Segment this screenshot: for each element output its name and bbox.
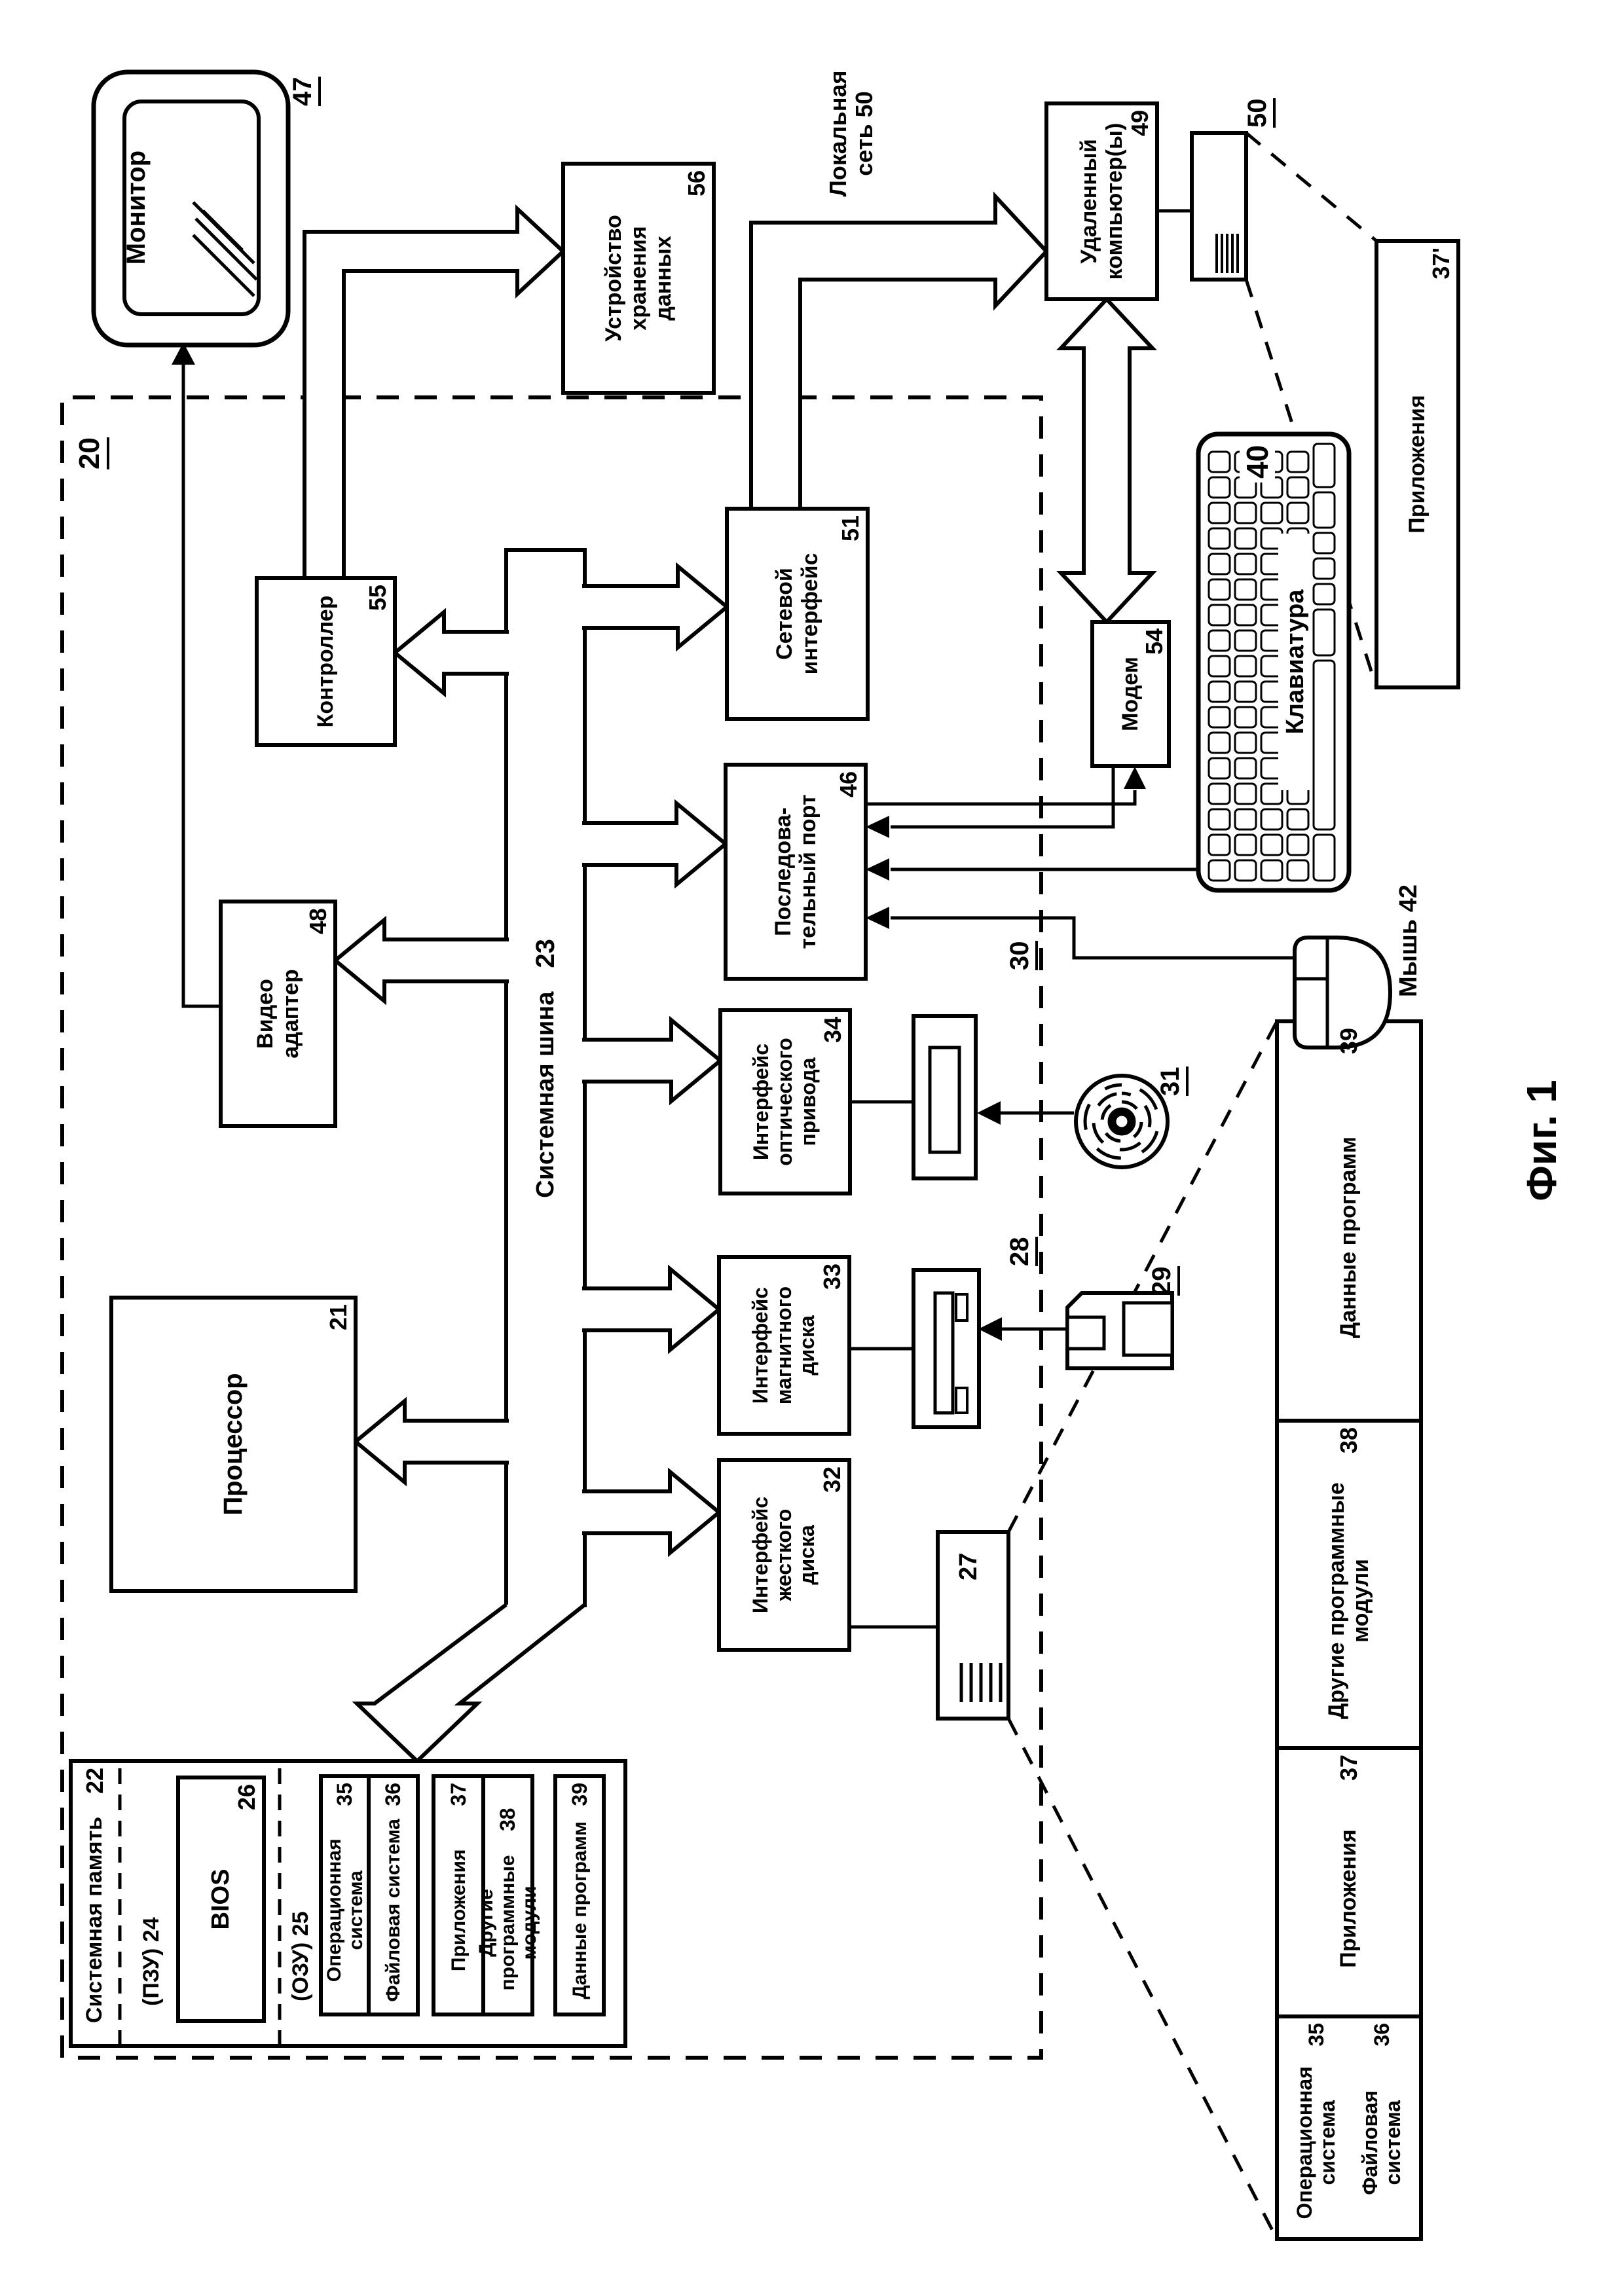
lan-label: Локальная сеть 50 — [824, 70, 877, 197]
monitor-number: 47 — [288, 77, 321, 107]
modem-label: Модем 54 — [1118, 629, 1168, 731]
keyboard-label: Клавиатура — [1278, 534, 1312, 790]
rom-label: (ПЗУ) 24 — [139, 1917, 164, 2006]
floppy-drive-number: 28 — [1005, 1237, 1038, 1267]
mem-fs-label: Файловая система 36 — [381, 1783, 405, 2002]
ram-label: (ОЗУ) 25 — [288, 1911, 313, 2001]
video-adapter-label: Видео адаптер 48 — [253, 908, 331, 1059]
cd-number: 31 — [1156, 1067, 1189, 1097]
mouse-label: Мышь 42 — [1394, 884, 1422, 997]
memory-title: Системная память 22 — [81, 1768, 108, 2024]
mem-os-label: Операционная система 35 — [323, 1783, 367, 1982]
hdd-number: 27 — [955, 1552, 982, 1580]
cd-icon — [1076, 1076, 1168, 1167]
controller-label: Контроллер 55 — [313, 585, 391, 728]
remote-screen-number: 50 — [1243, 99, 1276, 128]
mem-data-label: Данные программ 39 — [567, 1783, 591, 1999]
enclosure-number: 20 — [73, 437, 109, 469]
monitor-label: Монитор — [121, 150, 151, 265]
storage-label: Устройство хранения данных 56 — [600, 170, 710, 342]
table-cell-apps-label: Приложения 37 — [1335, 1755, 1362, 1968]
mem-apps-label: Приложения 37 — [446, 1783, 470, 1972]
remote-apps-label: Приложения 37' — [1405, 247, 1454, 534]
floppy-number: 29 — [1147, 1267, 1180, 1296]
network-interface-label: Сетевой интерфейс 51 — [772, 515, 864, 675]
optical-drive-number: 30 — [1005, 941, 1038, 971]
bios-label: BIOS 26 — [207, 1784, 260, 1930]
keyboard-keys — [1209, 444, 1335, 881]
magnetic-if-label: Интерфейс магнитного диска 33 — [748, 1264, 845, 1405]
mem-modules-label: Другие программные модули 38 — [475, 1808, 540, 1991]
system-bus-label: Системная шина 23 — [530, 939, 560, 1198]
optical-if-label: Интерфейс оптического привода 34 — [749, 1017, 846, 1166]
floppy-icon — [1067, 1293, 1172, 1368]
table-cell-modules-label: Другие программные модули 38 — [1323, 1427, 1373, 1719]
table-cell-data-label: Данные программ 39 — [1335, 1028, 1362, 1338]
remote-computer-label: Удаленный компьютер(ы) 49 — [1077, 110, 1153, 280]
hdd-if-label: Интерфейс жесткого диска 32 — [748, 1467, 845, 1614]
figure-caption: Фиг. 1 — [1518, 1080, 1566, 1201]
table-cell-os-fs-label: Операционная система 35 Файловая система 36 — [1292, 2023, 1405, 2219]
serial-port-label: Последова- тельный порт 46 — [770, 771, 862, 949]
keyboard-number: 40 — [1240, 441, 1275, 483]
cpu-label: Процессор 21 — [219, 1304, 352, 1516]
